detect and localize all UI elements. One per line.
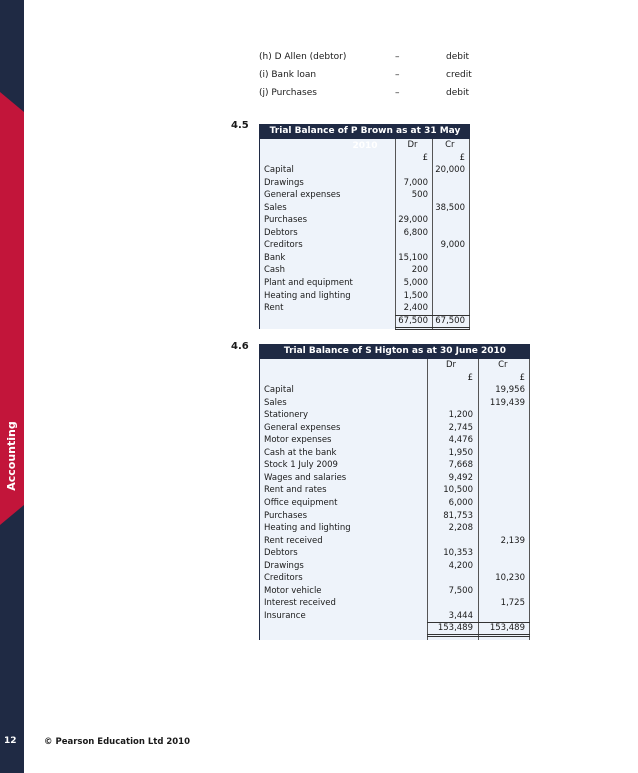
side-section-label: Accounting (5, 421, 18, 491)
table-row (260, 189, 470, 202)
row-label: Drawings (264, 177, 304, 188)
table-row (260, 597, 530, 610)
column-rule (478, 359, 479, 640)
row-label: Rent (264, 303, 284, 314)
trial-balance-table-s-higton (259, 344, 530, 640)
row-label: Plant and equipment (264, 278, 353, 289)
dr-value: 10,353 (443, 548, 473, 559)
dr-value: 5,000 (403, 278, 428, 289)
table-row (260, 459, 530, 472)
dr-value: 10,500 (443, 485, 473, 496)
column-header-row (260, 139, 470, 152)
cr-value: £ (459, 152, 465, 163)
table-row (260, 384, 530, 397)
row-label: Drawings (264, 560, 304, 571)
list-item (259, 70, 479, 88)
table-row (260, 214, 470, 227)
section-number-4-6: 4.6 (231, 341, 249, 352)
dr-value: 7,500 (448, 585, 473, 596)
dr-value: 2,208 (448, 523, 473, 534)
column-rule (427, 359, 428, 640)
row-label: Rent received (264, 535, 323, 546)
row-label: Debtors (264, 548, 298, 559)
cr-value: Cr (498, 360, 508, 370)
cr-value: 10,230 (495, 573, 525, 584)
table-row (260, 560, 530, 573)
dr-value: 4,476 (448, 435, 473, 446)
dr-value: 2,400 (403, 303, 428, 314)
dr-value: 153,489 (437, 623, 473, 634)
dr-value: 3,444 (448, 610, 473, 621)
column-header-row (260, 359, 530, 372)
row-label: Insurance (264, 610, 306, 621)
total-rule (427, 636, 530, 637)
dr-value: 2,745 (448, 422, 473, 433)
dr-value: 7,668 (448, 460, 473, 471)
table-row (260, 409, 530, 422)
item-value: debit (446, 52, 469, 62)
cr-value: 119,439 (489, 397, 525, 408)
table-row (260, 434, 530, 447)
total-rule (395, 315, 470, 316)
row-label: Debtors (264, 227, 298, 238)
dr-value: 4,200 (448, 560, 473, 571)
table-row (260, 484, 530, 497)
table-row (260, 447, 530, 460)
table-row (260, 227, 470, 240)
cr-value: 2,139 (500, 535, 525, 546)
table-row (260, 510, 530, 523)
cr-value: 38,500 (435, 202, 465, 213)
table-row (260, 264, 470, 277)
total-rule (395, 327, 470, 328)
cr-value: £ (519, 372, 525, 383)
dr-value: 500 (411, 190, 428, 201)
cr-value: 20,000 (435, 165, 465, 176)
item-value: credit (446, 70, 472, 80)
table-row (260, 239, 470, 252)
currency-row (260, 152, 470, 165)
list-item (259, 88, 479, 106)
dr-value: £ (422, 152, 428, 163)
table-row (260, 164, 470, 177)
row-label: Bank (264, 252, 286, 263)
row-label: Creditors (264, 573, 303, 584)
dr-value: 200 (411, 265, 428, 276)
trial-balance-table-p-brown (259, 124, 470, 329)
row-label: Sales (264, 397, 287, 408)
table-row (260, 397, 530, 410)
currency-row (260, 372, 530, 385)
table-row (260, 302, 470, 315)
dr-value: 7,000 (403, 177, 428, 188)
dr-value: 1,200 (448, 410, 473, 421)
cr-value: 1,725 (500, 598, 525, 609)
total-rule (427, 622, 530, 623)
column-rule (529, 359, 530, 640)
dr-value: 1,500 (403, 290, 428, 301)
table-title: Trial Balance of S Higton as at 30 June 2010 (260, 344, 530, 359)
table-row (260, 277, 470, 290)
cr-value: 9,000 (440, 240, 465, 251)
cr-value: 67,500 (435, 315, 465, 326)
row-label: Motor vehicle (264, 585, 322, 596)
table-title: Trial Balance of P Brown as at 31 May 2010 (260, 124, 470, 139)
table-row (260, 572, 530, 585)
row-label: Heating and lighting (264, 523, 351, 534)
table-row (260, 585, 530, 598)
row-label: General expenses (264, 190, 341, 201)
table-row (260, 472, 530, 485)
dr-value: Dr (407, 140, 418, 150)
row-label: Wages and salaries (264, 472, 347, 483)
section-number-4-5: 4.5 (231, 120, 249, 131)
cr-value: Cr (445, 140, 455, 150)
table-row (260, 290, 470, 303)
item-label: (j) Purchases (259, 88, 317, 98)
column-rule (469, 139, 470, 329)
column-rule (432, 139, 433, 329)
dr-value: 15,100 (398, 252, 428, 263)
row-label: Cash at the bank (264, 447, 337, 458)
cr-value: 19,956 (495, 385, 525, 396)
total-rule (427, 634, 530, 635)
item-dash: – (395, 52, 400, 62)
row-label: Creditors (264, 240, 303, 251)
table-row (260, 610, 530, 623)
cr-value: 153,489 (489, 623, 525, 634)
table-row (260, 547, 530, 560)
row-label: Cash (264, 265, 285, 276)
item-label: (h) D Allen (debtor) (259, 52, 347, 62)
table-row (260, 202, 470, 215)
item-dash: – (395, 70, 400, 80)
item-value: debit (446, 88, 469, 98)
row-label: Interest received (264, 598, 336, 609)
table-row (260, 535, 530, 548)
row-label: Capital (264, 165, 294, 176)
table-row (260, 522, 530, 535)
copyright-notice: © Pearson Education Ltd 2010 (44, 737, 191, 747)
table-row (260, 252, 470, 265)
row-label: Stock 1 July 2009 (264, 460, 338, 471)
row-label: Sales (264, 202, 287, 213)
row-label: Capital (264, 385, 294, 396)
page-number: 12 (4, 736, 17, 746)
dr-value: 81,753 (443, 510, 473, 521)
column-rule (395, 139, 396, 329)
list-item (259, 52, 479, 70)
row-label: Rent and rates (264, 485, 327, 496)
row-label: Office equipment (264, 498, 338, 509)
row-label: Stationery (264, 410, 308, 421)
total-row (260, 315, 470, 328)
answer-list (259, 52, 479, 106)
table-row (260, 422, 530, 435)
row-label: Purchases (264, 215, 308, 226)
row-label: Heating and lighting (264, 290, 351, 301)
row-label: Motor expenses (264, 435, 332, 446)
item-label: (i) Bank loan (259, 70, 317, 80)
item-dash: – (395, 88, 400, 98)
dr-value: 6,800 (403, 227, 428, 238)
dr-value: 6,000 (448, 498, 473, 509)
row-label: Purchases (264, 510, 308, 521)
dr-value: £ (467, 372, 473, 383)
dr-value: Dr (445, 360, 456, 370)
table-row (260, 177, 470, 190)
dr-value: 9,492 (448, 472, 473, 483)
dr-value: 1,950 (448, 447, 473, 458)
total-rule (395, 329, 470, 330)
table-row (260, 497, 530, 510)
dr-value: 29,000 (398, 215, 428, 226)
dr-value: 67,500 (398, 315, 428, 326)
row-label: General expenses (264, 422, 341, 433)
